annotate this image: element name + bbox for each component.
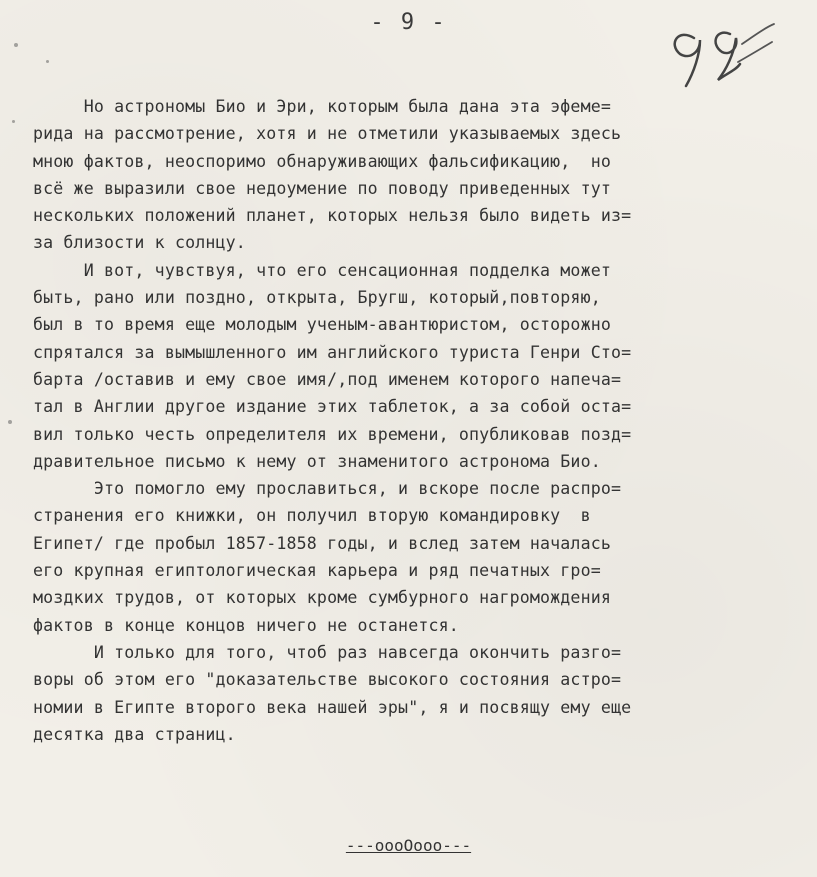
typewritten-body [33,93,793,748]
divider-text: ---oooOooo--- [345,836,472,855]
text-line: барта /оставив и ему свое имя/,под именем которого напеча= [33,369,622,389]
text-line: вил только честь определителя их времени, опубликовав позд= [33,424,632,444]
text-line: Но астрономы Био и Эри, которым была дана эта эфеме= [33,97,611,116]
text-line: нескольких положений планет, которых нельзя было видеть из= [33,206,632,226]
text-line: всё же выразили свое недоумение по поводу приведенных тут [33,178,611,198]
paper-speck [8,420,12,424]
paper-speck [12,120,15,123]
text-line: И только для того, чтоб раз навсегда окончить разго= [33,642,622,662]
handwritten-archive-mark [660,14,780,94]
section-divider [0,836,817,855]
text-line: номии в Египте второго века нашей эры", я и посвящу ему еще [33,697,632,717]
text-line: Это помогло ему прославиться, и вскоре после распро= [33,479,622,499]
paper-speck [46,60,49,63]
text-line: фактов в конце концов ничего не останется. [33,615,459,635]
text-line: его крупная египтологическая карьера и ряд печатных гро= [33,561,601,581]
text-line: тал в Англии другое издание этих таблеток, а за собой оста= [33,397,632,417]
text-line: странения его книжки, он получил вторую командировку в [33,506,591,526]
text-line: десятка два страниц. [33,724,236,744]
text-line: моздких трудов, от которых кроме сумбурного нагромождения [33,588,611,608]
text-line: воры об этом его "доказательстве высокого состояния астро= [33,670,622,690]
text-line: И вот, чувствуя, что его сенсационная подделка может [33,260,611,280]
text-line: был в то время еще молодым ученым-авантюристом, осторожно [33,315,611,335]
text-line: мною фактов, неоспоримо обнаруживающих фальсификацию, но [33,151,611,171]
paper-speck [14,43,18,47]
text-line: спрятался за вымышленного им английского туриста Генри Сто= [33,342,632,362]
text-line: рида на рассмотрение, хотя и не отметили указываемых здесь [33,124,622,144]
text-line: быть, рано или поздно, открыта, Бругш, который,повторяю, [33,288,601,308]
text-line: дравительное письмо к нему от знаменитого астронома Био. [33,451,601,471]
text-line: Египет/ где пробыл 1857-1858 годы, и вслед затем началась [33,533,611,553]
page-number: - 9 - [370,10,447,35]
text-line: за близости к солнцу. [33,233,246,253]
